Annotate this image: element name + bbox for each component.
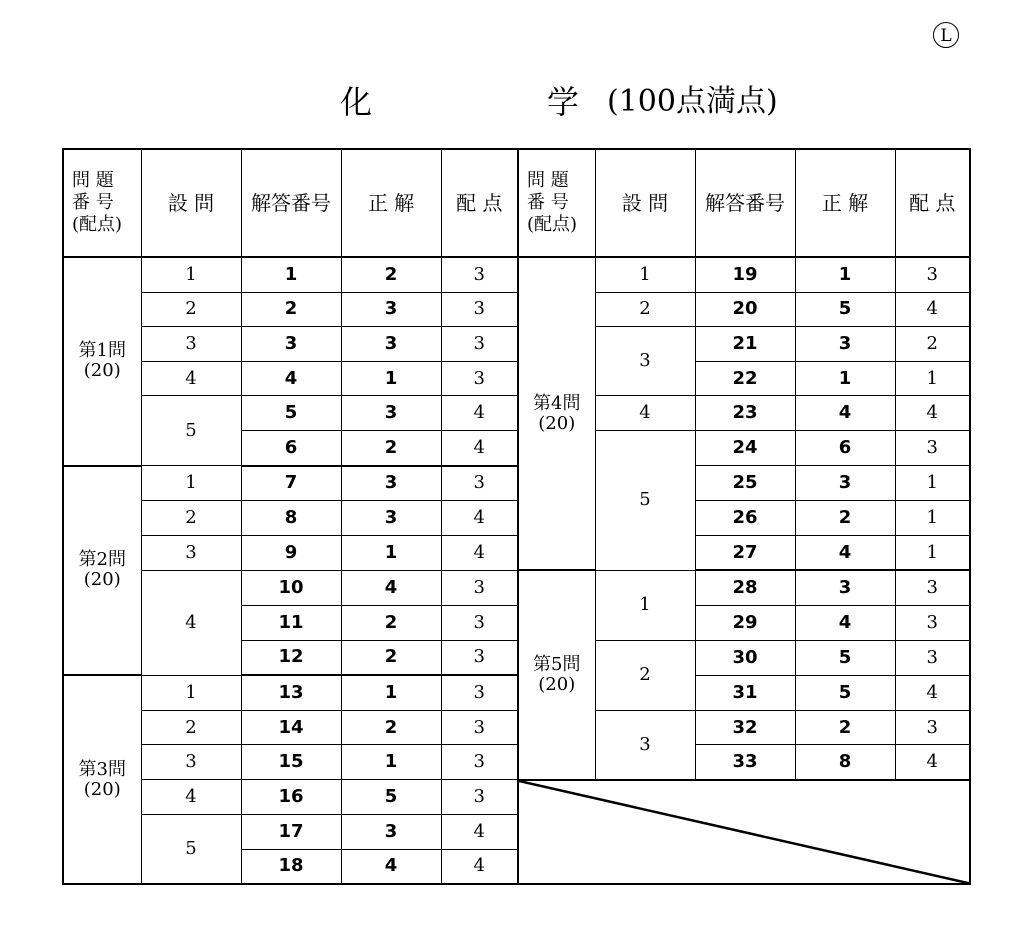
question-cell: 4 bbox=[141, 361, 241, 396]
score-cell: 4 bbox=[895, 396, 970, 431]
correct-cell: 2 bbox=[341, 710, 441, 745]
section-1-label bbox=[63, 257, 141, 466]
table-row bbox=[63, 327, 970, 362]
correct-cell: 1 bbox=[795, 257, 895, 292]
question-cell: 4 bbox=[141, 780, 241, 815]
score-cell: 4 bbox=[895, 675, 970, 710]
header-problem-right-line1: 問 題 bbox=[527, 170, 569, 191]
answer-no-cell: 19 bbox=[695, 257, 795, 292]
section-name: 第2問 bbox=[78, 549, 126, 571]
section-name: 第5問 bbox=[533, 654, 581, 676]
header-correct: 正 解 bbox=[341, 149, 441, 257]
question-cell: 2 bbox=[141, 501, 241, 536]
correct-cell: 4 bbox=[795, 535, 895, 570]
answer-no-cell: 1 bbox=[241, 257, 341, 292]
section-3-label bbox=[63, 675, 141, 884]
correct-cell: 5 bbox=[341, 780, 441, 815]
correct-cell: 5 bbox=[795, 675, 895, 710]
question-cell: 3 bbox=[141, 327, 241, 362]
correct-cell: 2 bbox=[795, 710, 895, 745]
header-answer-no: 解答番号 bbox=[241, 149, 341, 257]
correct-cell: 4 bbox=[795, 396, 895, 431]
score-cell: 3 bbox=[441, 570, 518, 605]
answer-no-cell: 12 bbox=[241, 640, 341, 675]
correct-cell: 1 bbox=[341, 745, 441, 780]
score-cell: 4 bbox=[441, 849, 518, 884]
question-cell: 3 bbox=[595, 710, 695, 780]
score-cell: 3 bbox=[895, 570, 970, 605]
score-cell: 4 bbox=[441, 501, 518, 536]
score-cell: 4 bbox=[895, 745, 970, 780]
question-cell: 1 bbox=[141, 257, 241, 292]
score-cell: 3 bbox=[895, 710, 970, 745]
section-name: 第4問 bbox=[533, 392, 581, 414]
answer-no-cell: 23 bbox=[695, 396, 795, 431]
question-cell: 3 bbox=[141, 745, 241, 780]
correct-cell: 1 bbox=[795, 361, 895, 396]
title-subject-a: 化 bbox=[340, 83, 373, 121]
section-4-label bbox=[518, 257, 595, 570]
score-cell: 3 bbox=[441, 257, 518, 292]
correct-cell: 2 bbox=[795, 501, 895, 536]
header-question-right: 設 問 bbox=[595, 149, 695, 257]
section-2-label bbox=[63, 466, 141, 676]
question-cell: 2 bbox=[595, 640, 695, 710]
correct-cell: 5 bbox=[795, 292, 895, 327]
answer-no-cell: 11 bbox=[241, 605, 341, 640]
table-row bbox=[63, 501, 970, 536]
table-row bbox=[63, 361, 970, 396]
section-points: (20) bbox=[538, 674, 576, 696]
score-cell: 1 bbox=[895, 535, 970, 570]
answer-no-cell: 3 bbox=[241, 327, 341, 362]
answer-no-cell: 33 bbox=[695, 745, 795, 780]
correct-cell: 6 bbox=[795, 430, 895, 465]
version-mark: L bbox=[933, 22, 959, 48]
header-score: 配 点 bbox=[441, 149, 518, 257]
answer-no-cell: 7 bbox=[241, 466, 341, 501]
score-cell: 3 bbox=[441, 640, 518, 675]
correct-cell: 8 bbox=[795, 745, 895, 780]
blank-diagonal-cell bbox=[518, 780, 970, 884]
score-cell: 3 bbox=[441, 745, 518, 780]
header-problem-line3: (配点) bbox=[72, 214, 123, 235]
header-problem-right bbox=[518, 149, 595, 257]
score-cell: 3 bbox=[895, 605, 970, 640]
section-points: (20) bbox=[83, 360, 121, 382]
question-cell: 3 bbox=[595, 327, 695, 396]
table-row bbox=[63, 745, 970, 780]
correct-cell: 3 bbox=[795, 466, 895, 501]
section-points: (20) bbox=[538, 412, 576, 434]
answer-no-cell: 22 bbox=[695, 361, 795, 396]
score-cell: 3 bbox=[441, 292, 518, 327]
title-subject-b: 学 bbox=[547, 83, 580, 121]
score-cell: 4 bbox=[441, 430, 518, 465]
answer-no-cell: 32 bbox=[695, 710, 795, 745]
correct-cell: 2 bbox=[341, 430, 441, 465]
answer-no-cell: 18 bbox=[241, 849, 341, 884]
question-cell: 5 bbox=[141, 815, 241, 885]
answer-no-cell: 15 bbox=[241, 745, 341, 780]
correct-cell: 5 bbox=[795, 640, 895, 675]
score-cell: 3 bbox=[441, 361, 518, 396]
correct-cell: 3 bbox=[795, 327, 895, 362]
score-cell: 3 bbox=[441, 605, 518, 640]
score-cell: 3 bbox=[441, 675, 518, 710]
correct-cell: 1 bbox=[341, 361, 441, 396]
question-cell: 5 bbox=[595, 430, 695, 570]
header-answer-no-right: 解答番号 bbox=[695, 149, 795, 257]
answer-no-cell: 8 bbox=[241, 501, 341, 536]
question-cell: 1 bbox=[141, 675, 241, 710]
correct-cell: 3 bbox=[341, 396, 441, 431]
answer-no-cell: 29 bbox=[695, 605, 795, 640]
score-cell: 3 bbox=[895, 430, 970, 465]
header-problem-line1: 問 題 bbox=[72, 170, 114, 191]
score-cell: 1 bbox=[895, 501, 970, 536]
question-cell: 5 bbox=[141, 396, 241, 466]
answer-no-cell: 30 bbox=[695, 640, 795, 675]
answer-no-cell: 20 bbox=[695, 292, 795, 327]
question-cell: 4 bbox=[141, 570, 241, 675]
correct-cell: 3 bbox=[341, 501, 441, 536]
correct-cell: 1 bbox=[341, 535, 441, 570]
table-row bbox=[63, 535, 970, 570]
header-correct-right: 正 解 bbox=[795, 149, 895, 257]
correct-cell: 4 bbox=[795, 605, 895, 640]
table-row bbox=[63, 570, 970, 605]
header-problem-right-line2: 番 号 bbox=[527, 192, 569, 213]
question-cell: 1 bbox=[141, 466, 241, 501]
score-cell: 1 bbox=[895, 361, 970, 396]
answer-no-cell: 31 bbox=[695, 675, 795, 710]
score-cell: 3 bbox=[895, 257, 970, 292]
answer-no-cell: 14 bbox=[241, 710, 341, 745]
diagonal-line bbox=[519, 781, 969, 883]
table-row bbox=[63, 257, 970, 292]
answer-no-cell: 16 bbox=[241, 780, 341, 815]
score-cell: 4 bbox=[895, 292, 970, 327]
answer-table bbox=[62, 148, 971, 885]
table-row bbox=[63, 780, 970, 815]
score-cell: 4 bbox=[441, 535, 518, 570]
score-cell: 1 bbox=[895, 466, 970, 501]
table-row bbox=[63, 396, 970, 431]
question-cell: 2 bbox=[141, 292, 241, 327]
answer-no-cell: 5 bbox=[241, 396, 341, 431]
answer-no-cell: 6 bbox=[241, 430, 341, 465]
score-cell: 3 bbox=[441, 710, 518, 745]
answer-no-cell: 10 bbox=[241, 570, 341, 605]
correct-cell: 4 bbox=[341, 849, 441, 884]
header-problem bbox=[63, 149, 141, 257]
correct-cell: 2 bbox=[341, 605, 441, 640]
score-cell: 4 bbox=[441, 396, 518, 431]
question-cell: 4 bbox=[595, 396, 695, 431]
answer-no-cell: 17 bbox=[241, 815, 341, 850]
section-5-label bbox=[518, 570, 595, 780]
section-points: (20) bbox=[83, 778, 121, 800]
table-row bbox=[63, 292, 970, 327]
table-row bbox=[63, 675, 970, 710]
header-score-right: 配 点 bbox=[895, 149, 970, 257]
section-points: (20) bbox=[83, 569, 121, 591]
answer-no-cell: 2 bbox=[241, 292, 341, 327]
correct-cell: 3 bbox=[795, 570, 895, 605]
correct-cell: 2 bbox=[341, 640, 441, 675]
answer-no-cell: 21 bbox=[695, 327, 795, 362]
correct-cell: 3 bbox=[341, 815, 441, 850]
header-problem-line2: 番 号 bbox=[72, 192, 114, 213]
score-cell: 2 bbox=[895, 327, 970, 362]
header-row bbox=[63, 149, 970, 257]
question-cell: 1 bbox=[595, 570, 695, 640]
answer-no-cell: 9 bbox=[241, 535, 341, 570]
correct-cell: 2 bbox=[341, 257, 441, 292]
correct-cell: 1 bbox=[341, 675, 441, 710]
correct-cell: 3 bbox=[341, 292, 441, 327]
section-name: 第1問 bbox=[78, 340, 126, 362]
header-question: 設 問 bbox=[141, 149, 241, 257]
score-cell: 3 bbox=[441, 780, 518, 815]
score-cell: 4 bbox=[441, 815, 518, 850]
answer-no-cell: 28 bbox=[695, 570, 795, 605]
score-cell: 3 bbox=[441, 327, 518, 362]
header-problem-right-line3: (配点) bbox=[527, 214, 578, 235]
correct-cell: 4 bbox=[341, 570, 441, 605]
score-cell: 3 bbox=[895, 640, 970, 675]
answer-no-cell: 13 bbox=[241, 675, 341, 710]
table-row bbox=[63, 466, 970, 501]
correct-cell: 3 bbox=[341, 327, 441, 362]
answer-no-cell: 26 bbox=[695, 501, 795, 536]
answer-no-cell: 25 bbox=[695, 466, 795, 501]
title-points: (100点満点) bbox=[607, 84, 778, 119]
question-cell: 2 bbox=[141, 710, 241, 745]
section-name: 第3問 bbox=[78, 758, 126, 780]
answer-no-cell: 27 bbox=[695, 535, 795, 570]
answer-no-cell: 24 bbox=[695, 430, 795, 465]
answer-no-cell: 4 bbox=[241, 361, 341, 396]
score-cell: 3 bbox=[441, 466, 518, 501]
question-cell: 1 bbox=[595, 257, 695, 292]
correct-cell: 3 bbox=[341, 466, 441, 501]
question-cell: 3 bbox=[141, 535, 241, 570]
question-cell: 2 bbox=[595, 292, 695, 327]
table-row bbox=[63, 710, 970, 745]
